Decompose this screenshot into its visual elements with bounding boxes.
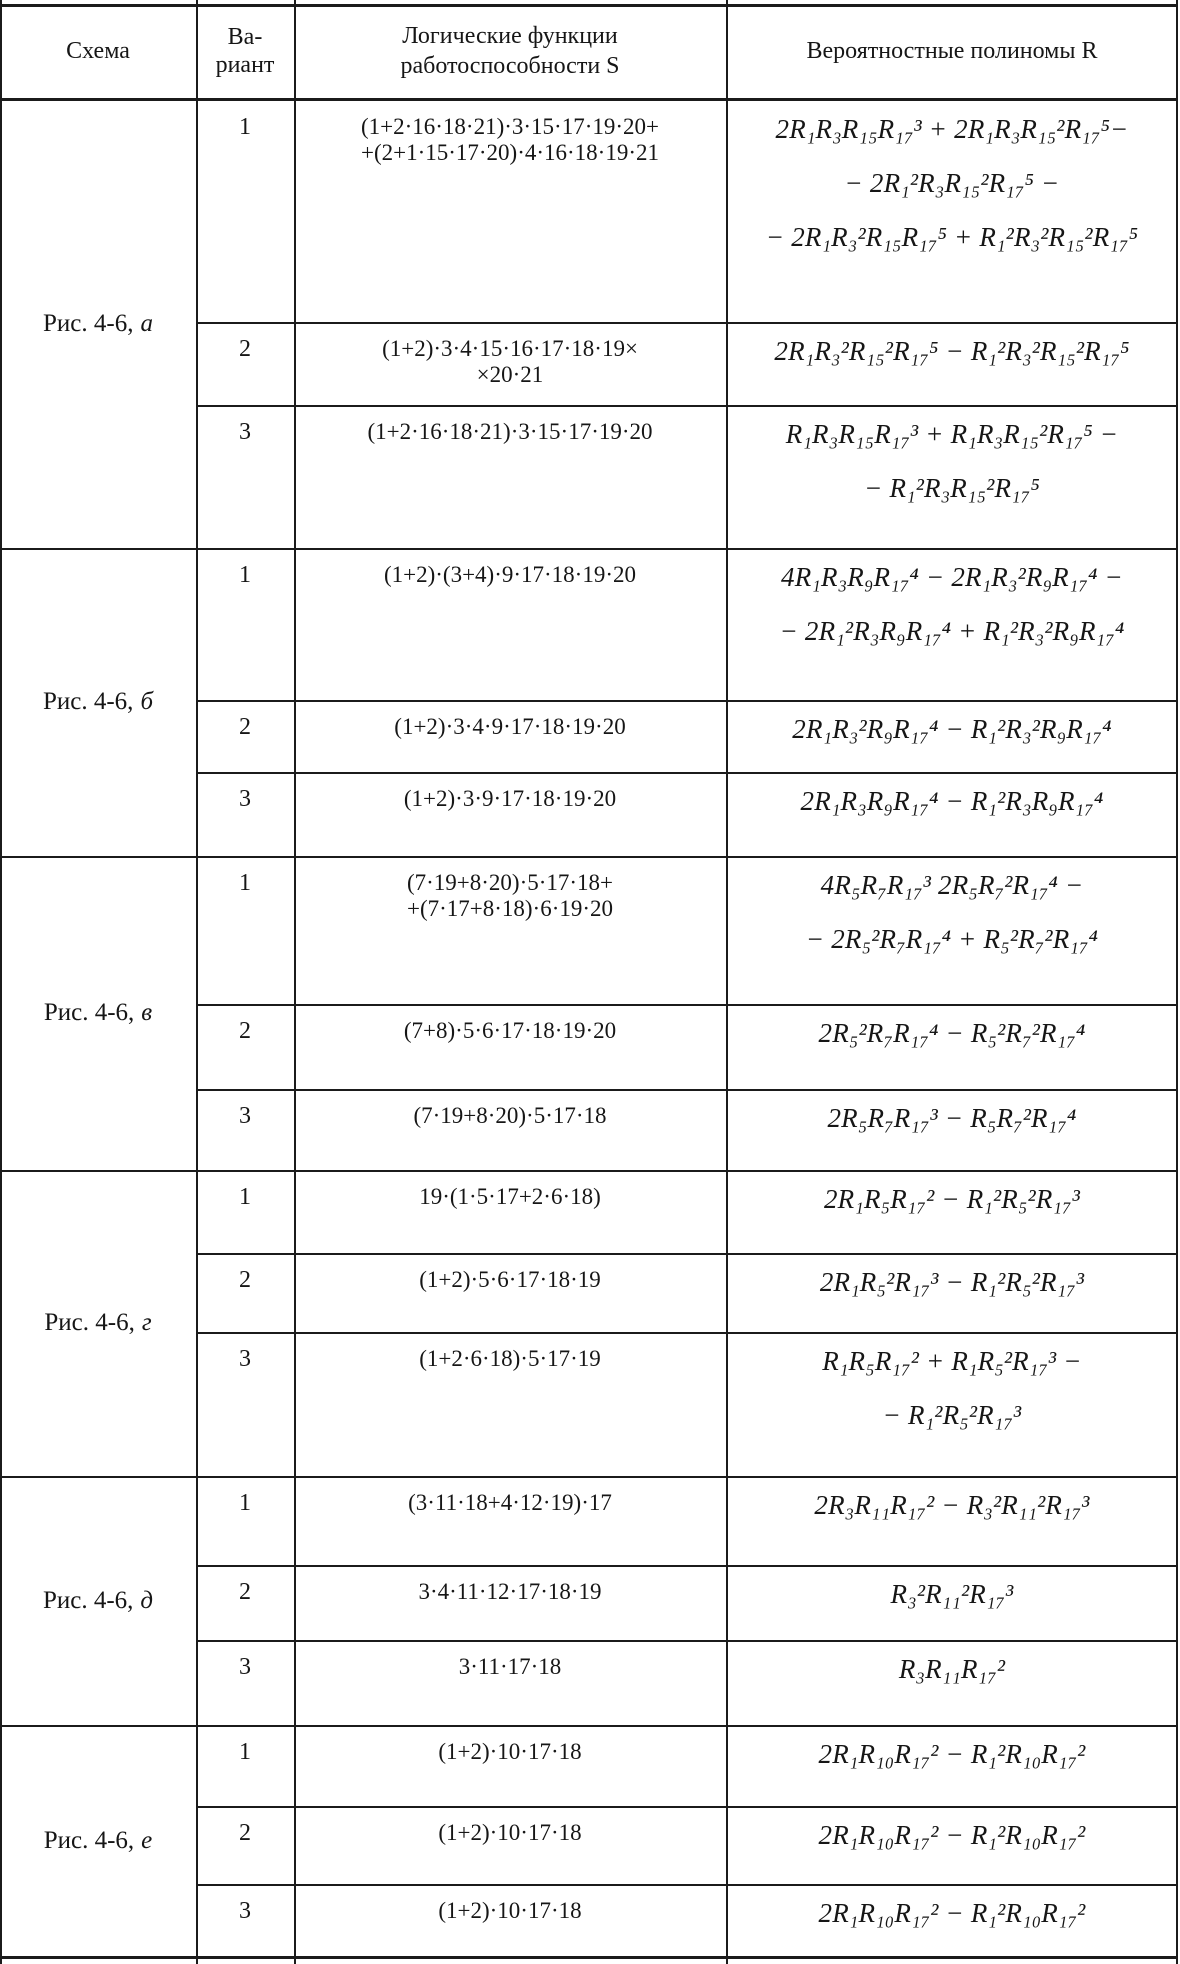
table-top-rule bbox=[0, 4, 1178, 7]
variant-cell: 2 bbox=[239, 1267, 251, 1293]
variant-cell: 2 bbox=[239, 1579, 251, 1605]
logic-function-cell: (1+2)·5·6·17·18·19 bbox=[419, 1267, 601, 1292]
variant-cell: 3 bbox=[239, 786, 251, 812]
variant-cell: 2 bbox=[239, 1018, 251, 1044]
header-probability-polynomials: Вероятностные полиномы R bbox=[806, 38, 1098, 64]
logic-function-cell: 3·11·17·18 bbox=[458, 1654, 562, 1679]
table-bottom-rule bbox=[0, 1956, 1178, 1959]
probability-polynomial-cell: 2R₃R₁₁R₁₇² − R₃²R₁₁²R₁₇³ bbox=[814, 1490, 1090, 1520]
probability-polynomial-cell: R₁R₅R₁₇² + R₁R₅²R₁₇³ − − R₁²R₅²R₁₇³ bbox=[822, 1346, 1082, 1430]
scheme-cell bbox=[0, 856, 196, 1170]
logic-function-cell: (1+2)·3·9·17·18·19·20 bbox=[403, 786, 617, 811]
variant-cell: 2 bbox=[239, 336, 251, 362]
variant-cell: 2 bbox=[239, 1820, 251, 1846]
probability-polynomial-cell: R₁R₃R₁₅R₁₇³ + R₁R₃R₁₅²R₁₇⁵ − − R₁²R₃R₁₅²R₁₇⁵ bbox=[785, 419, 1119, 503]
scheme-label: Рис. 4-6, bbox=[42, 688, 134, 715]
probability-polynomial-cell: R₃R₁₁R₁₇² bbox=[898, 1654, 1006, 1684]
logic-function-cell: (1+2·16·18·21)·3·15·17·19·20 bbox=[367, 419, 653, 444]
scheme-label: Рис. 4-6, bbox=[43, 310, 134, 337]
scheme-label: Рис. 4-6, bbox=[44, 1309, 135, 1336]
probability-polynomial-cell: 2R₁R₁₀R₁₇² − R₁²R₁₀R₁₇² bbox=[818, 1898, 1086, 1928]
logic-function-cell: (7·19+8·20)·5·17·18 bbox=[413, 1103, 607, 1128]
logic-function-cell: (1+2)·3·4·9·17·18·19·20 bbox=[394, 714, 626, 739]
logic-function-cell: 19·(1·5·17+2·6·18) bbox=[419, 1184, 601, 1209]
header-scheme: Схема bbox=[66, 38, 130, 64]
scheme-cell bbox=[0, 100, 196, 548]
probability-polynomial-cell: 2R₁R₁₀R₁₇² − R₁²R₁₀R₁₇² bbox=[818, 1820, 1086, 1850]
scheme-cell bbox=[0, 548, 196, 856]
probability-polynomial-cell: 2R₁R₁₀R₁₇² − R₁²R₁₀R₁₇² bbox=[818, 1739, 1086, 1769]
scheme-letter: б bbox=[140, 688, 154, 715]
probability-polynomial-cell: 2R₅²R₇R₁₇⁴ − R₅²R₇²R₁₇⁴ bbox=[818, 1018, 1086, 1048]
probability-polynomial-cell: 4R₅R₇R₁₇³ 2R₅R₇²R₁₇⁴ − − 2R₅²R₇R₁₇⁴ + R₅²R₇²R₁₇⁴ bbox=[805, 870, 1099, 954]
scheme-letter: а bbox=[140, 310, 153, 337]
probability-polynomial-cell: 2R₁R₃R₁₅R₁₇³ + 2R₁R₃R₁₅²R₁₇⁵− − 2R₁²R₃R₁₅²R₁₇⁵ − − 2R₁R₃²R₁₅R₁₇⁵ + R₁²R₃²R₁₅²R₁₇⁵ bbox=[765, 114, 1139, 252]
logic-function-cell: (3·11·18+4·12·19)·17 bbox=[408, 1490, 612, 1515]
logic-function-cell: (7·19+8·20)·5·17·18+ +(7·17+8·18)·6·19·20 bbox=[406, 870, 614, 921]
probability-polynomial-cell: 2R₁R₃²R₉R₁₇⁴ − R₁²R₃²R₉R₁₇⁴ bbox=[792, 714, 1112, 744]
variant-cell: 1 bbox=[239, 562, 251, 588]
probability-polynomial-cell: 4R₁R₃R₉R₁₇⁴ − 2R₁R₃²R₉R₁₇⁴ − − 2R₁²R₃R₉R₁₇⁴ + R₁²R₃²R₉R₁₇⁴ bbox=[779, 562, 1125, 646]
scheme-label: Рис. 4-6, bbox=[43, 1826, 135, 1854]
column-rule-4 bbox=[1176, 0, 1178, 1964]
scheme-cell bbox=[0, 1476, 196, 1725]
scheme-letter: д bbox=[140, 1586, 154, 1614]
variant-cell: 3 bbox=[239, 1654, 251, 1680]
variant-cell: 3 bbox=[239, 1898, 251, 1924]
variant-cell: 1 bbox=[239, 114, 251, 140]
probability-polynomial-cell: 2R₁R₃²R₁₅²R₁₇⁵ − R₁²R₃²R₁₅²R₁₇⁵ bbox=[774, 336, 1130, 366]
variant-cell: 2 bbox=[239, 714, 251, 740]
logic-function-cell: (1+2)·10·17·18 bbox=[438, 1898, 582, 1923]
probability-polynomial-cell: 2R₁R₃R₉R₁₇⁴ − R₁²R₃R₉R₁₇⁴ bbox=[800, 786, 1104, 816]
logic-function-cell: (1+2·16·18·21)·3·15·17·19·20+ +(2+1·15·17·20)·4·16·18·19·21 bbox=[360, 114, 660, 165]
probability-polynomial-cell: 2R₁R₅R₁₇² − R₁²R₅²R₁₇³ bbox=[823, 1184, 1081, 1214]
header-variant: Ва- риант bbox=[215, 24, 275, 78]
variant-cell: 1 bbox=[239, 1184, 251, 1210]
logic-function-cell: (1+2)·(3+4)·9·17·18·19·20 bbox=[383, 562, 637, 587]
variant-cell: 1 bbox=[239, 1739, 251, 1765]
logic-function-cell: 3·4·11·12·17·18·19 bbox=[418, 1579, 602, 1604]
logic-function-cell: (1+2·6·18)·5·17·19 bbox=[419, 1346, 601, 1371]
scheme-label: Рис. 4-6, bbox=[42, 1586, 134, 1614]
probability-polynomial-cell: R₃²R₁₁²R₁₇³ bbox=[890, 1579, 1014, 1609]
scheme-cell bbox=[0, 1170, 196, 1476]
scheme-letter: г bbox=[141, 1309, 152, 1336]
probability-polynomial-cell: 2R₁R₅²R₁₇³ − R₁²R₅²R₁₇³ bbox=[819, 1267, 1085, 1297]
variant-cell: 1 bbox=[239, 1490, 251, 1516]
scheme-cell bbox=[0, 1725, 196, 1956]
variant-cell: 3 bbox=[239, 1103, 251, 1129]
header-logic-functions: Логические функции работоспособности S bbox=[400, 23, 620, 79]
variant-cell: 3 bbox=[239, 1346, 251, 1372]
logic-function-cell: (1+2)·10·17·18 bbox=[438, 1820, 582, 1845]
variant-cell: 1 bbox=[239, 870, 251, 896]
variant-cell: 3 bbox=[239, 419, 251, 445]
logic-function-cell: (1+2)·10·17·18 bbox=[438, 1739, 582, 1764]
scheme-letter: в bbox=[141, 999, 153, 1026]
logic-function-cell: (1+2)·3·4·15·16·17·18·19× ×20·21 bbox=[382, 336, 638, 387]
probability-polynomial-cell: 2R₅R₇R₁₇³ − R₅R₇²R₁₇⁴ bbox=[827, 1103, 1077, 1133]
logic-function-cell: (7+8)·5·6·17·18·19·20 bbox=[403, 1018, 617, 1043]
scheme-label: Рис. 4-6, bbox=[43, 999, 135, 1026]
scheme-letter: е bbox=[141, 1826, 153, 1854]
